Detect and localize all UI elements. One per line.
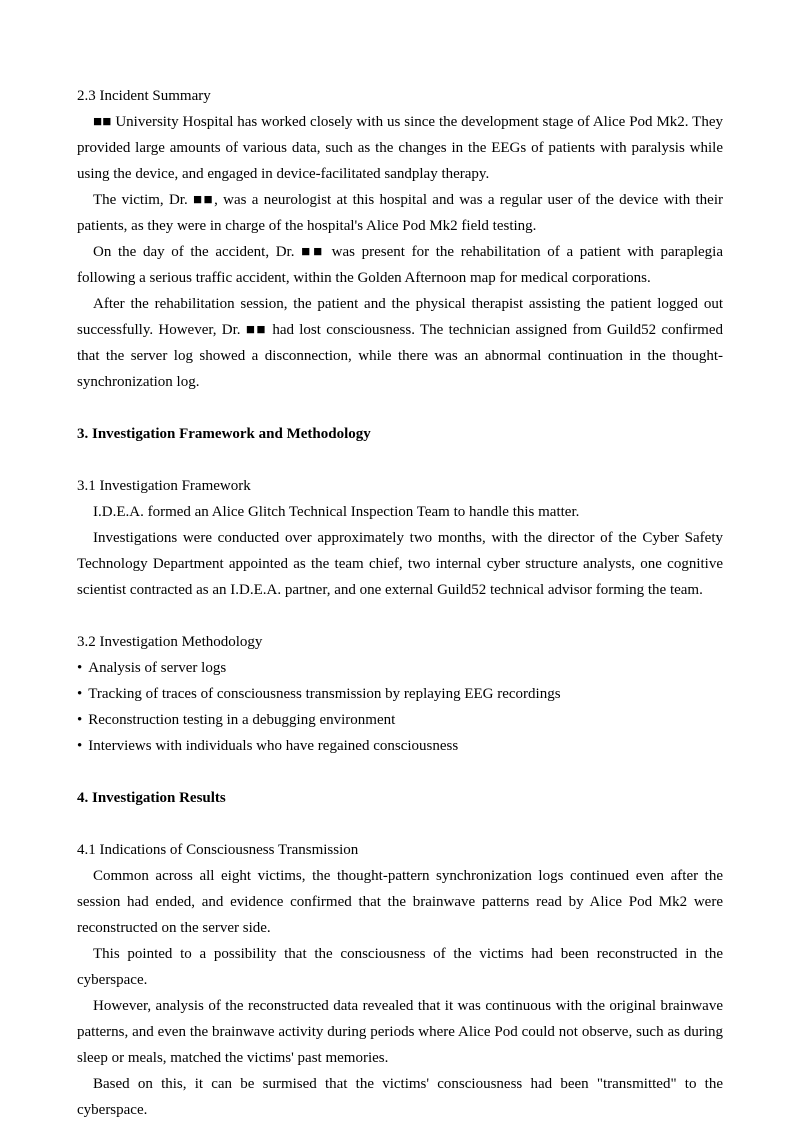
bullet-item bbox=[77, 655, 723, 681]
paragraph-results-1: Common across all eight victims, the thought-pattern synchronization logs continued even after the session had ended, and evidence confirmed that the brainwave patterns read by Alice Pod Mk2 were reconstructed on the server side. bbox=[77, 868, 723, 936]
paragraph-incident-3: On the day of the accident, Dr. ■■ was present for the rehabilitation of a patient with paraplegia following a serious traffic accident, within the Golden Afternoon map for medical corporations. bbox=[77, 244, 723, 286]
bullet-item-label: Tracking of traces of consciousness transmission by replaying EEG recordings bbox=[88, 686, 561, 702]
bullet-item-label: Analysis of server logs bbox=[88, 660, 227, 676]
paragraph-incident-4: After the rehabilitation session, the patient and the physical therapist assisting the patient logged out successfully. However, Dr. ■■ had lost consciousness. The technician assigned from Guild52 confirmed that the server log showed a disconnection, while there was an abnormal continuation in the thought-synchronization log. bbox=[77, 296, 723, 390]
blank-line bbox=[77, 395, 723, 421]
paragraph-framework-1: I.D.E.A. formed an Alice Glitch Technical Inspection Team to handle this matter. bbox=[93, 504, 580, 520]
section-heading-3-2: 3.2 Investigation Methodology bbox=[77, 634, 263, 650]
paragraph-results-3: However, analysis of the reconstructed data revealed that it was continuous with the original brainwave patterns, and even the brainwave activity during periods where Alice Pod could not observe, such as during sleep or meals, matched the victims' past memories. bbox=[77, 998, 723, 1066]
section-heading-4-1: 4.1 Indications of Consciousness Transmission bbox=[77, 842, 359, 858]
bullet-item bbox=[77, 733, 723, 759]
paragraph-incident-2: The victim, Dr. ■■, was a neurologist at this hospital and was a regular user of the device with their patients, as they were in charge of the hospital's Alice Pod Mk2 field testing. bbox=[77, 192, 723, 234]
blank-line bbox=[77, 603, 723, 629]
chapter-heading-3: 3. Investigation Framework and Methodology bbox=[77, 426, 371, 442]
paragraph-results-4: Based on this, it can be surmised that the victims' consciousness had been "transmitted" to the cyberspace. bbox=[77, 1076, 723, 1118]
paragraph-framework-2: Investigations were conducted over approximately two months, with the director of the Cyber Safety Technology Department appointed as the team chief, two internal cyber structure analysts, one cognitive scientist contracted as an I.D.E.A. partner, and one external Guild52 technical advisor forming the team. bbox=[77, 530, 723, 598]
blank-line bbox=[77, 447, 723, 473]
bullet-icon: • bbox=[77, 738, 83, 754]
section-heading-2-3: 2.3 Incident Summary bbox=[77, 88, 211, 104]
paragraph-incident-1: ■■ University Hospital has worked closely with us since the development stage of Alice Pod Mk2. They provided large amounts of various data, such as the changes in the EEGs of patients with paralysis while using the device, and engaged in device-facilitated sandplay therapy. bbox=[77, 114, 723, 182]
bullet-item-label: Reconstruction testing in a debugging environment bbox=[88, 712, 396, 728]
bullet-icon: • bbox=[77, 712, 83, 728]
chapter-heading-4: 4. Investigation Results bbox=[77, 790, 226, 806]
bullet-icon: • bbox=[77, 686, 83, 702]
section-heading-3-1: 3.1 Investigation Framework bbox=[77, 478, 251, 494]
bullet-item bbox=[77, 707, 723, 733]
bullet-item bbox=[77, 681, 723, 707]
bullet-icon: • bbox=[77, 660, 83, 676]
bullet-item-label: Interviews with individuals who have regained consciousness bbox=[88, 738, 459, 754]
blank-line bbox=[77, 759, 723, 785]
blank-line bbox=[77, 811, 723, 837]
paragraph-results-2: This pointed to a possibility that the consciousness of the victims had been reconstructed in the cyberspace. bbox=[77, 946, 723, 988]
